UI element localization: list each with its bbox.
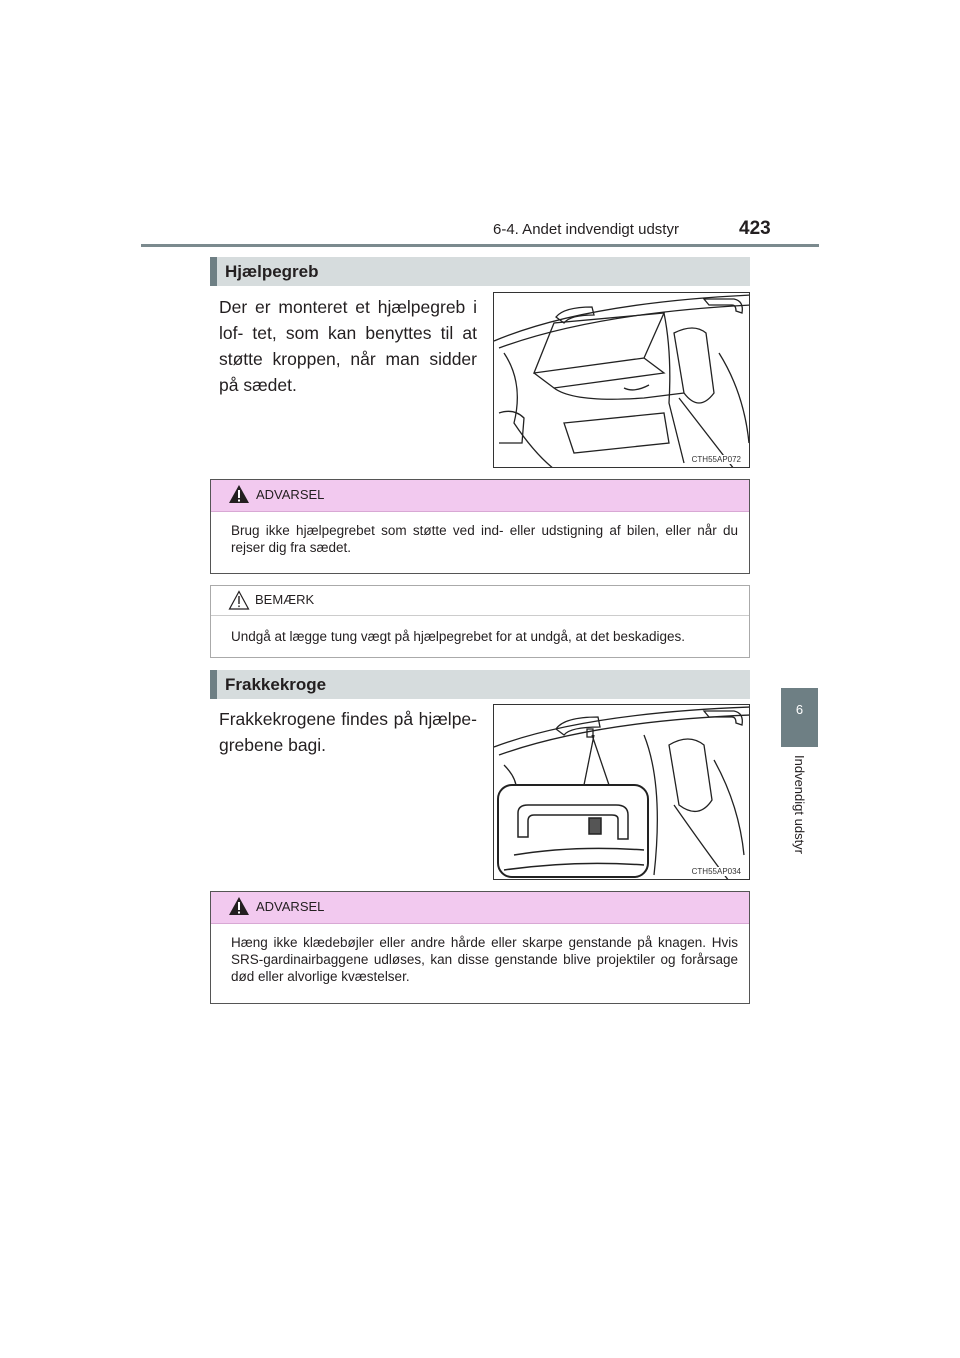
- warning-text-1: Brug ikke hjælpegrebet som støtte ved ind- eller udstigning af bilen, eller når du rejser dig fra sædet.: [231, 523, 738, 555]
- coat-hook-illustration: [493, 704, 750, 880]
- figure-code-1: CTH55AP072: [691, 455, 741, 464]
- header-rule: [141, 244, 819, 247]
- assist-grip-drawing: [494, 293, 750, 468]
- notice-text: Undgå at lægge tung vægt på hjælpegrebet for at undgå, at det beskadiges.: [231, 629, 686, 644]
- warning-header-2: [211, 892, 749, 924]
- chapter-number: 6: [795, 702, 804, 717]
- section1-body-text: Der er monteret et hjælpegreb i lof- tet, som kan benyttes til at støtte kroppen, når man sidder på sædet.: [219, 297, 477, 395]
- header-section-title: 6-4. Andet indvendigt udstyr: [493, 221, 679, 238]
- notice-box: [210, 585, 750, 658]
- section2-body-text: Frakkekrogene findes på hjælpe- grebene bagi.: [219, 709, 477, 755]
- section-heading-hjaelpegreb: Hjælpegreb: [210, 257, 750, 286]
- warning-box-1: [210, 479, 750, 574]
- figure-code-2: CTH55AP034: [691, 867, 741, 876]
- warning-header-1: [211, 480, 749, 512]
- chapter-tab: [781, 688, 818, 747]
- section-heading-frakkekroge: Frakkekroge: [210, 670, 750, 699]
- page-number: 423: [739, 218, 771, 239]
- warning-triangle-icon: [228, 484, 250, 504]
- chapter-label: Indvendigt udstyr: [792, 755, 807, 855]
- warning-text-2: Hæng ikke klædebøjler eller andre hårde eller skarpe genstande på knagen. Hvis SRS-gardinairbaggene udløses, kan disse genstande blive projektiler og forårsage død eller alvorlige kvæstelser.: [231, 935, 738, 984]
- assist-grip-illustration: [493, 292, 750, 468]
- notice-label: BEMÆRK: [255, 592, 315, 607]
- warning-label-2: ADVARSEL: [256, 899, 325, 914]
- coat-hook-drawing: [494, 705, 750, 880]
- warning-label-1: ADVARSEL: [256, 487, 325, 502]
- warning-triangle-icon: [228, 896, 250, 916]
- notice-triangle-icon: [228, 590, 250, 610]
- notice-header: [211, 586, 749, 616]
- warning-box-2: [210, 891, 750, 1004]
